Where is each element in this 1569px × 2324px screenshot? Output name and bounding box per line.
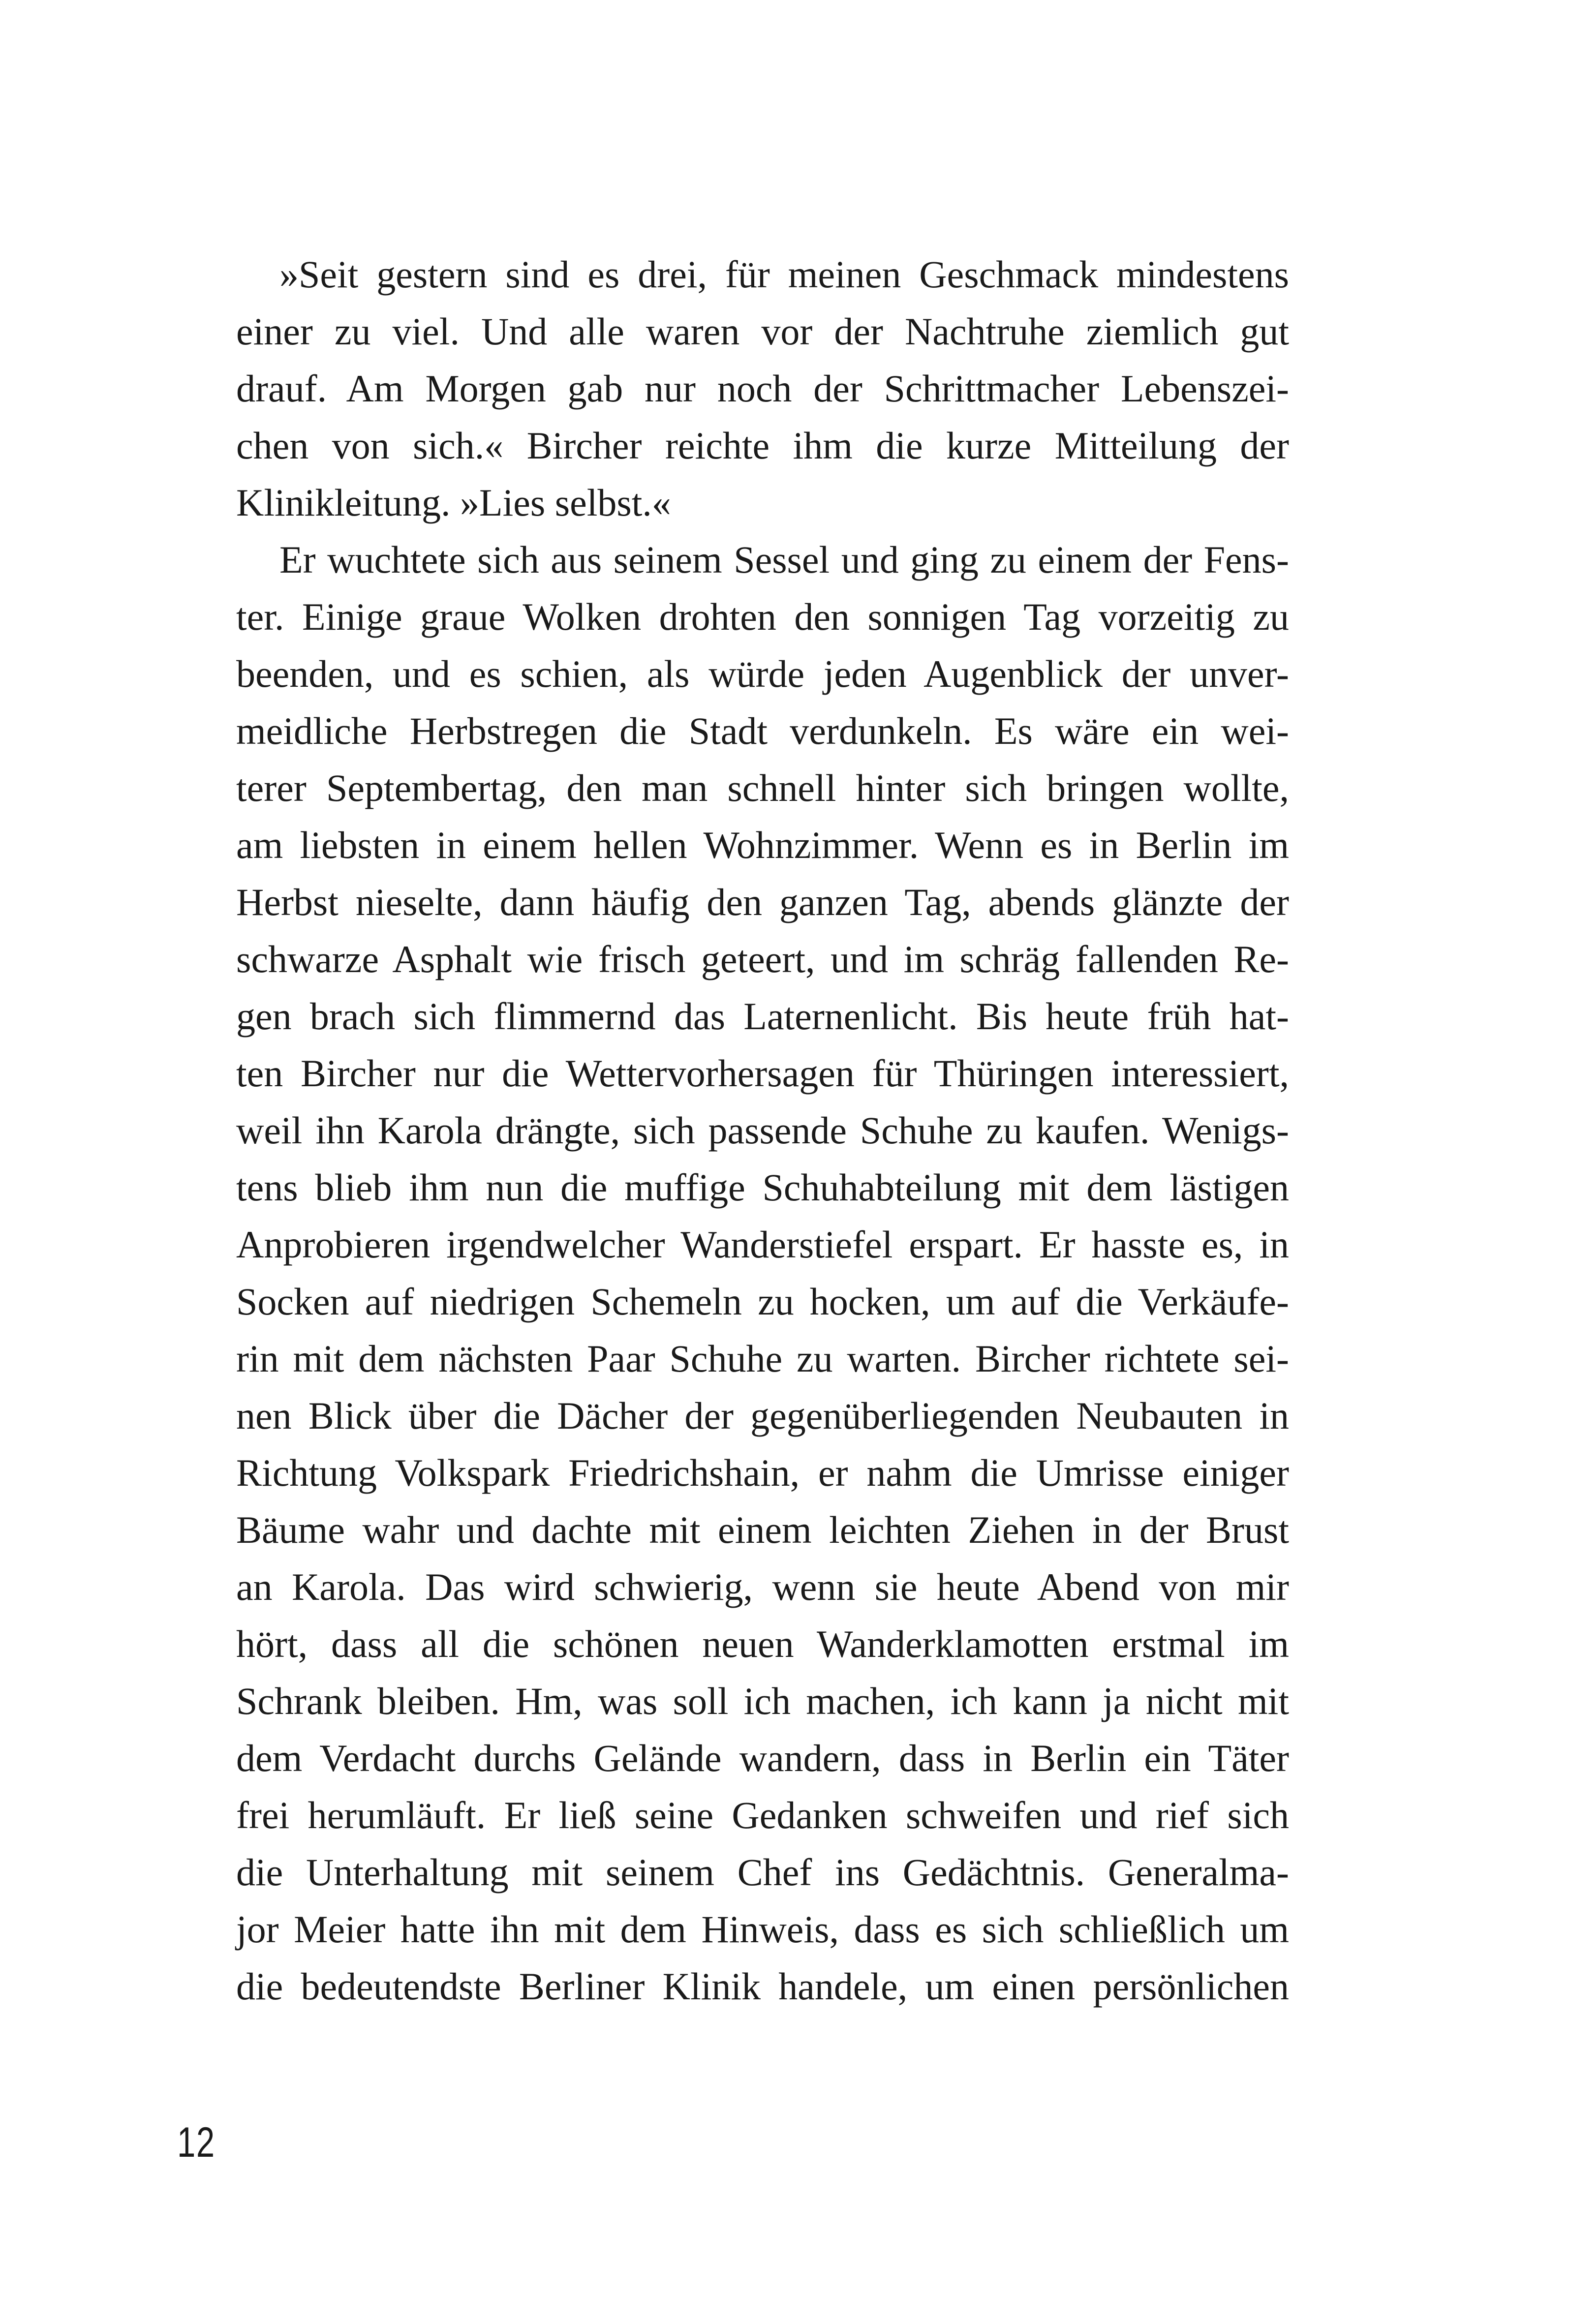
text-line: Herbst nieselte, dann häufig den ganzen Tag, abends glänzte der: [236, 881, 1289, 923]
text-line: einer zu viel. Und alle waren vor der Nachtruhe ziemlich gut: [236, 310, 1289, 353]
text-line: Socken auf niedrigen Schemeln zu hocken, um auf die Verkäufe-: [236, 1280, 1289, 1323]
text-line: gen brach sich flimmernd das Laternenlicht. Bis heute früh hat-: [236, 995, 1289, 1038]
text-line: ter. Einige graue Wolken drohten den sonnigen Tag vorzeitig zu: [236, 595, 1289, 638]
text-line: nen Blick über die Dächer der gegenüberliegenden Neubauten in: [236, 1394, 1289, 1437]
text-line: »Seit gestern sind es drei, für meinen Geschmack mindestens: [279, 253, 1289, 296]
text-line: Schrank bleiben. Hm, was soll ich machen, ich kann ja nicht mit: [236, 1680, 1289, 1722]
text-line: Klinikleitung. »Lies selbst.«: [236, 481, 671, 524]
text-line: weil ihn Karola drängte, sich passende Schuhe zu kaufen. Wenigs-: [236, 1109, 1289, 1152]
text-line: die bedeutendste Berliner Klinik handele, um einen persönlichen: [236, 1965, 1289, 2008]
text-line: die Unterhaltung mit seinem Chef ins Gedächtnis. Generalma-: [236, 1851, 1289, 1894]
text-line: beenden, und es schien, als würde jeden Augenblick der unver-: [236, 652, 1289, 695]
text-line: chen von sich.« Bircher reichte ihm die kurze Mitteilung der: [236, 424, 1289, 467]
text-line: Anprobieren irgendwelcher Wanderstiefel erspart. Er hasste es, in: [236, 1223, 1289, 1266]
text-line: ten Bircher nur die Wettervorhersagen für Thüringen interessiert,: [236, 1052, 1289, 1095]
text-line: Bäume wahr und dachte mit einem leichten Ziehen in der Brust: [236, 1508, 1289, 1551]
text-line: meidliche Herbstregen die Stadt verdunkeln. Es wäre ein wei-: [236, 709, 1289, 752]
body-text: [236, 246, 1289, 2015]
text-line: schwarze Asphalt wie frisch geteert, und im schräg fallenden Re-: [236, 938, 1289, 980]
text-line: rin mit dem nächsten Paar Schuhe zu warten. Bircher richtete sei-: [236, 1337, 1289, 1380]
text-line: am liebsten in einem hellen Wohnzimmer. Wenn es in Berlin im: [236, 824, 1289, 866]
text-line: an Karola. Das wird schwierig, wenn sie heute Abend von mir: [236, 1565, 1289, 1608]
text-line: terer Septembertag, den man schnell hinter sich bringen wollte,: [236, 766, 1289, 809]
text-line: hört, dass all die schönen neuen Wanderklamotten erstmal im: [236, 1622, 1289, 1665]
text-line: tens blieb ihm nun die muffige Schuhabteilung mit dem lästigen: [236, 1166, 1289, 1209]
text-line: Er wuchtete sich aus seinem Sessel und ging zu einem der Fens-: [279, 538, 1289, 581]
text-line: Richtung Volkspark Friedrichshain, er nahm die Umrisse einiger: [236, 1451, 1289, 1494]
text-line: jor Meier hatte ihn mit dem Hinweis, dass es sich schließlich um: [236, 1908, 1289, 1951]
page-number: 12: [177, 2119, 215, 2166]
text-line: drauf. Am Morgen gab nur noch der Schrittmacher Lebenszei-: [236, 367, 1289, 410]
text-line: dem Verdacht durchs Gelände wandern, dass in Berlin ein Täter: [236, 1737, 1289, 1779]
text-line: frei herumläuft. Er ließ seine Gedanken schweifen und rief sich: [236, 1794, 1289, 1836]
